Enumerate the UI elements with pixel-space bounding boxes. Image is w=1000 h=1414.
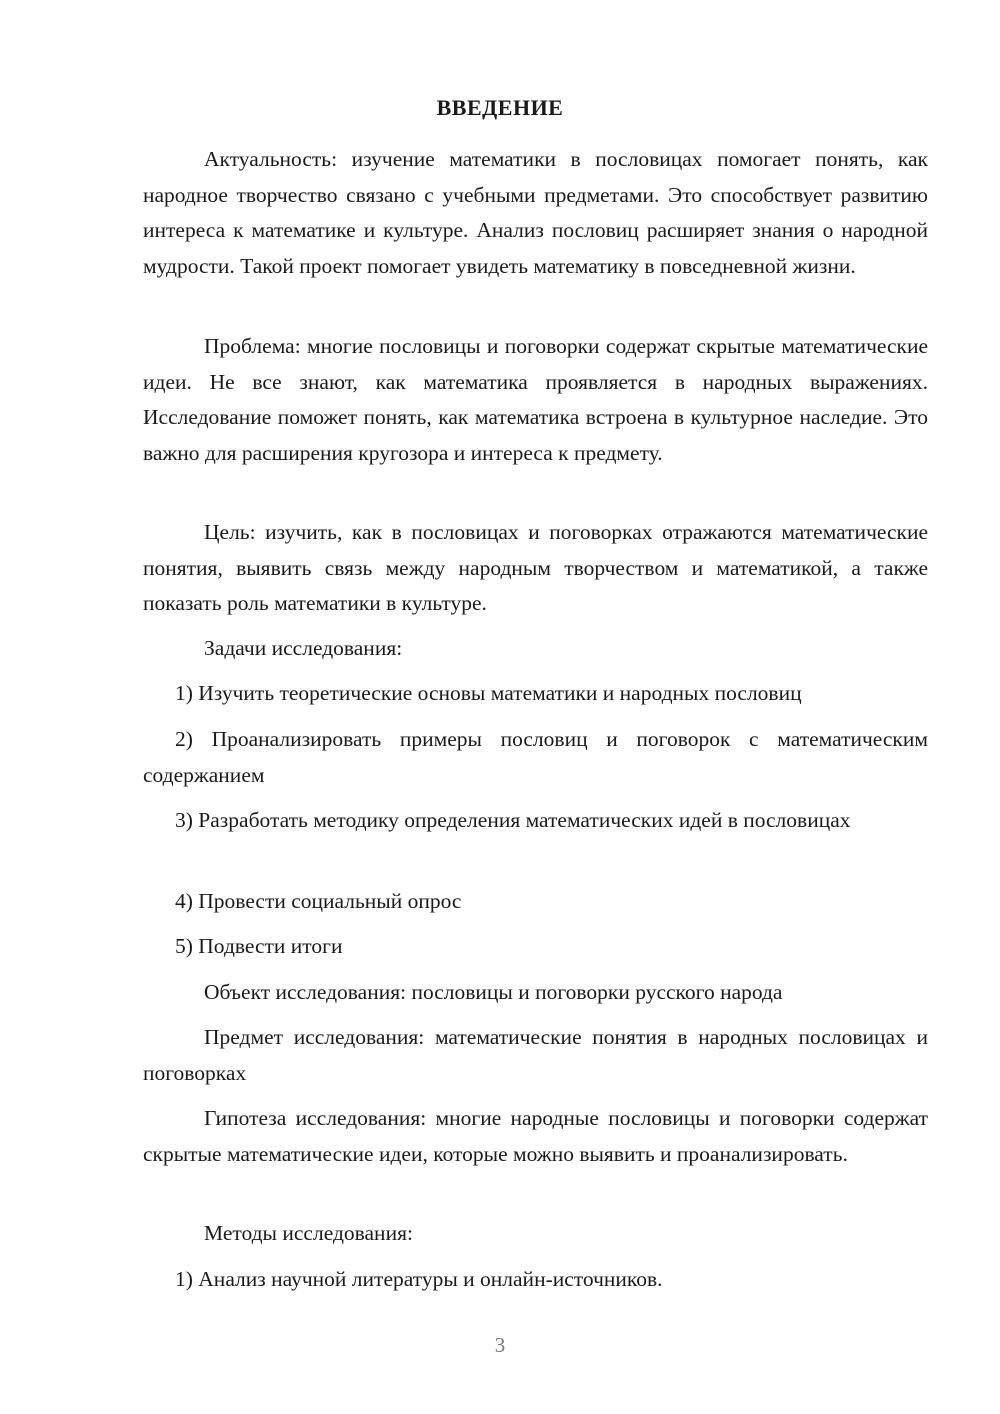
list-item: 4) Провести социальный опрос	[175, 889, 462, 913]
paragraph-subject: Предмет исследования: математические понятия в народных пословицах и поговорках	[143, 1025, 928, 1085]
paragraph-problem: Проблема: многие пословицы и поговорки содержат скрытые математические идеи. Не все знают, как математика проявляется в народных выражениях. Исследование поможет понять, как математика встроена в культурное наследие. Это важно для расширения кругозора и интереса к предмету.	[143, 334, 928, 465]
paragraph-methods-heading: Методы исследования:	[204, 1221, 413, 1245]
paragraph-goal: Цель: изучить, как в пословицах и поговорках отражаются математические понятия, выявить связь между народным творчеством и математикой, а также показать роль математики в культуре.	[143, 520, 928, 615]
list-item: 3) Разработать методику определения математических идей в пословицах	[175, 808, 851, 832]
page-title: ВВЕДЕНИЕ	[436, 95, 564, 120]
paragraph-hypothesis: Гипотеза исследования: многие народные пословицы и поговорки содержат скрытые математические идеи, которые можно выявить и проанализировать.	[143, 1106, 928, 1166]
paragraph-tasks-heading: Задачи исследования:	[204, 636, 403, 660]
list-item: 5) Подвести итоги	[175, 934, 343, 958]
list-item: 2) Проанализировать примеры пословиц и поговорок с математическим содержанием	[143, 727, 928, 787]
paragraph-relevance: Актуальность: изучение математики в пословицах помогает понять, как народное творчество связано с учебными предметами. Это способствует развитию интереса к математике и культуре. Анализ пословиц расширяет знания о народной мудрости. Такой проект помогает увидеть математику в повседневной жизни.	[143, 147, 928, 278]
list-item: 1) Анализ научной литературы и онлайн-источников.	[175, 1267, 663, 1291]
page-number: 3	[494, 1333, 506, 1357]
paragraph-object: Объект исследования: пословицы и поговорки русского народа	[204, 980, 783, 1004]
list-item: 1) Изучить теоретические основы математики и народных пословиц	[175, 681, 802, 705]
